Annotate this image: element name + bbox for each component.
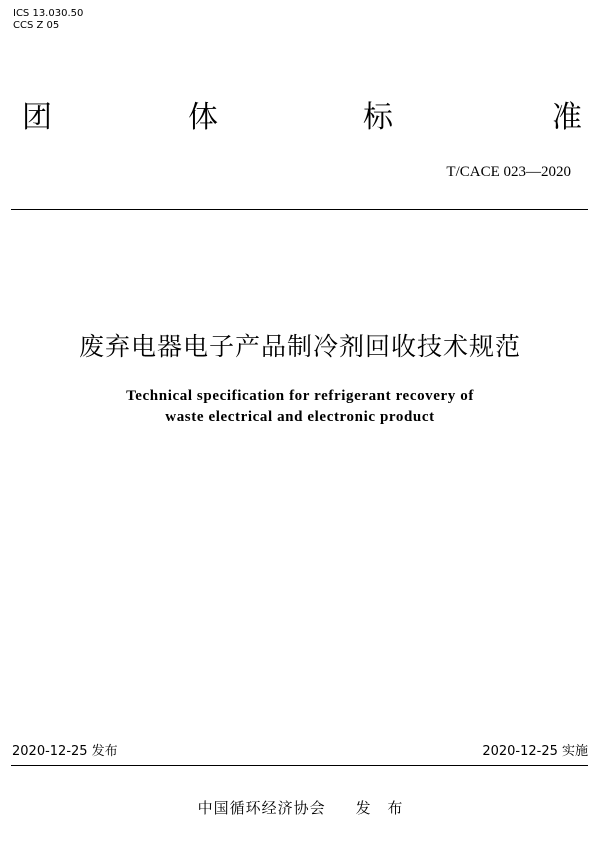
standard-number: T/CACE 023—2020 [446,164,571,180]
bottom-divider [11,765,588,766]
document-title-chinese: 废弃电器电子产品制冷剂回收技术规范 [78,332,521,361]
english-title-line: Technical specification for refrigerant recovery of [126,388,474,404]
top-divider [11,209,588,210]
ics-code: ICS 13.030.50 [13,8,84,19]
standard-type-char: 标 [363,100,393,135]
issue-action: 发 布 [355,799,403,817]
document-title-english [0,386,600,428]
standard-type-char: 团 [22,100,52,135]
standard-type-heading [22,98,582,142]
issuer-line [0,798,600,818]
publish-date: 2020-12-25 发布 [12,744,118,759]
english-title-line: waste electrical and electronic product [165,409,435,425]
implementation-date: 2020-12-25 实施 [482,744,588,759]
standard-type-char: 体 [188,100,218,135]
standard-type-char: 准 [552,100,582,135]
classification-codes [13,8,83,32]
issuing-organization: 中国循环经济协会 [197,799,326,817]
ccs-code: CCS Z 05 [13,20,60,31]
